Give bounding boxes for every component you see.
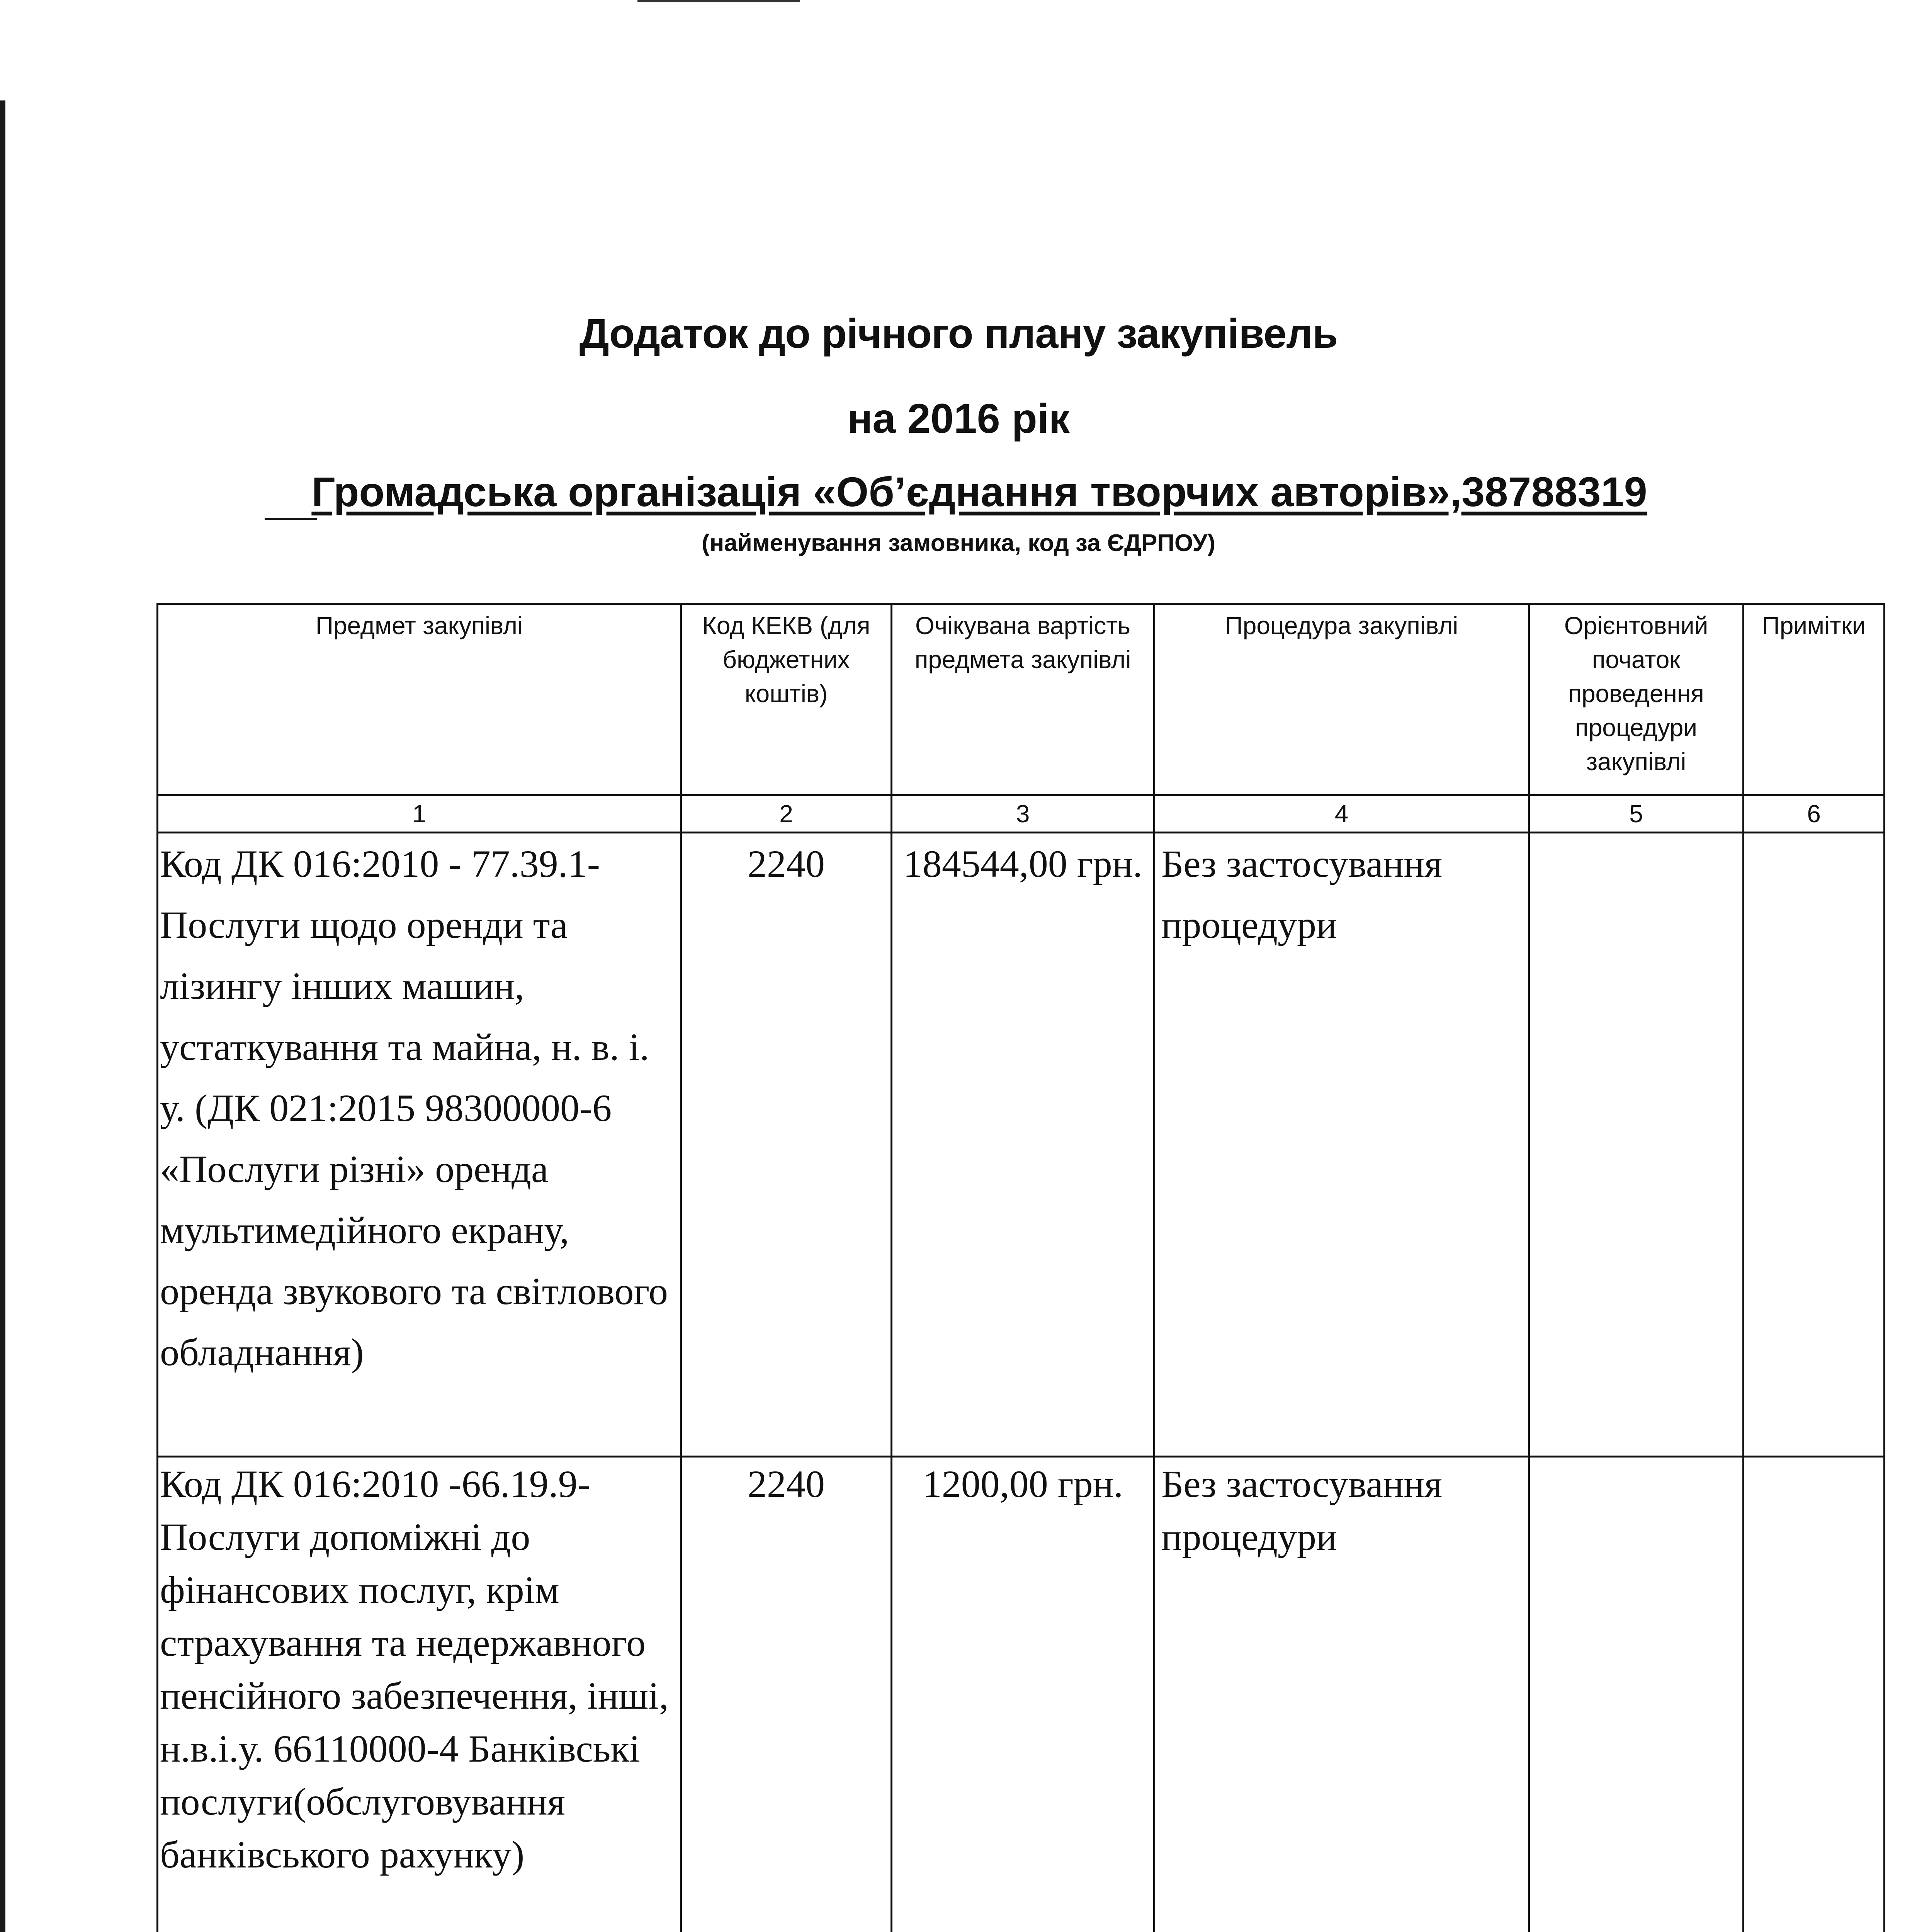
document-year: на 2016 рік (847, 395, 1070, 442)
organization-name: Громадська організація «Об’єднання творчих авторів»,38788319 (311, 468, 1647, 515)
item-cost: 184544,00 грн. (892, 833, 1154, 1457)
column-number: 5 (1529, 795, 1744, 833)
item-start (1529, 833, 1744, 1457)
column-number: 2 (681, 795, 892, 833)
table-row (158, 833, 1885, 1457)
organization-underline (265, 518, 317, 520)
scan-edge-left (0, 100, 5, 1932)
item-subject: Код ДК 016:2010 -66.19.9- Послуги допоміжні до фінансових послуг, крім страхування та недержавного пенсійного забезпечення, інші, н.в.і.у. 66110000-4 Банківські послуги(обслуговування банківського рахунку) (158, 1457, 681, 1932)
scan-edge-top (637, 0, 800, 2)
column-number-row (158, 795, 1885, 833)
header-notes: Примітки (1744, 604, 1885, 795)
header-kekv: Код КЕКВ (для бюджетних коштів) (681, 604, 892, 795)
header-procedure: Процедура закупівлі (1154, 604, 1529, 795)
item-cost: 1200,00 грн. (892, 1457, 1154, 1932)
table-row (158, 1457, 1885, 1932)
header-subject: Предмет закупівлі (158, 604, 681, 795)
item-procedure: Без застосування процедури (1154, 1457, 1529, 1932)
document-title: Додаток до річного плану закупівель (579, 310, 1338, 357)
item-notes (1744, 1457, 1885, 1932)
organization-caption: (найменування замовника, код за ЄДРПОУ) (702, 530, 1215, 556)
procurement-table (156, 603, 1885, 1932)
item-kekv: 2240 (681, 833, 892, 1457)
column-number: 1 (158, 795, 681, 833)
item-kekv: 2240 (681, 1457, 892, 1932)
item-notes (1744, 833, 1885, 1457)
table-header-row (158, 604, 1885, 795)
column-number: 3 (892, 795, 1154, 833)
item-subject: Код ДК 016:2010 - 77.39.1- Послуги щодо оренди та лізингу інших машин, устаткування та майна, н. в. і. у. (ДК 021:2015 98300000-6 «Послуги різні» оренда мультимедійного екрану, оренда звукового та світлового обладнання) (158, 833, 681, 1457)
item-procedure: Без застосування процедури (1154, 833, 1529, 1457)
header-expected-cost: Очікувана вартість предмета закупівлі (892, 604, 1154, 795)
header-start: Орієнтовний початок проведення процедури закупівлі (1529, 604, 1744, 795)
item-start (1529, 1457, 1744, 1932)
column-number: 4 (1154, 795, 1529, 833)
column-number: 6 (1744, 795, 1885, 833)
